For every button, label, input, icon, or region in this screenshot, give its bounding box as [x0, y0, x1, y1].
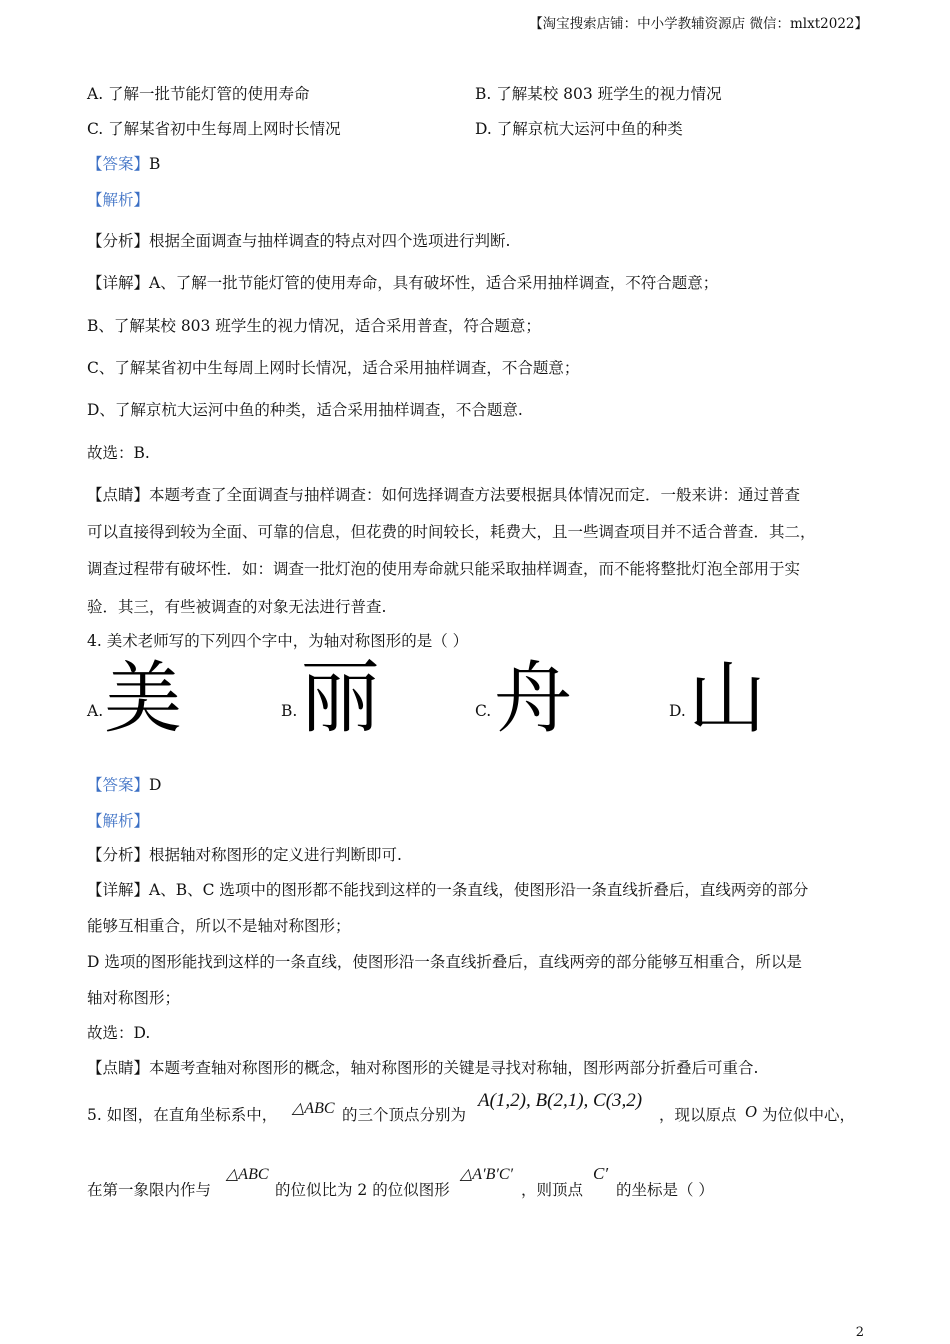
q5-text: 在第一象限内作与 — [87, 1181, 212, 1199]
q5-text: 的三个顶点分别为 — [342, 1106, 467, 1124]
q4-analysis-label: 【解析】 — [87, 812, 150, 830]
q5-text: 为位似中心， — [762, 1106, 856, 1124]
character-glyph: 美 — [104, 654, 183, 744]
q3-option-b: B. 了解某校 803 班学生的视力情况 — [475, 85, 722, 103]
q3-dianjing-3: 调查过程带有破坏性．如：调查一批灯泡的使用寿命就只能采取抽样调查，而不能将整批灯泡全部用于实 — [87, 560, 801, 578]
q5-coordinates: A(1,2), B(2,1), C(3,2) — [478, 1090, 643, 1111]
answer-value: D — [149, 776, 162, 794]
q4-dianjing: 【点睛】本题考查轴对称图形的概念，轴对称图形的关键是寻找对称轴，图形两部分折叠后可重合. — [87, 1059, 759, 1077]
q3-option-d: D. 了解京杭大运河中鱼的种类 — [475, 120, 683, 138]
option-letter: B. — [281, 702, 298, 720]
q5-triangle-prime: △A′B′C′ — [460, 1166, 514, 1183]
option-letter: D. — [669, 702, 686, 720]
q5-line-1 — [87, 1103, 277, 1125]
q4-answer — [87, 773, 161, 795]
q3-option-c: C. 了解某省初中生每周上网时长情况 — [87, 120, 341, 138]
q5-text: ，则顶点 — [521, 1181, 584, 1199]
q3-option-a: A. 了解一批节能灯管的使用寿命 — [87, 85, 310, 103]
q5-triangle: △ABC — [292, 1100, 335, 1117]
q5-origin: O — [745, 1102, 757, 1121]
q5-c-prime: C′ — [593, 1164, 609, 1183]
q5-text: 5. 如图，在直角坐标系中， — [87, 1106, 278, 1124]
character-glyph: 山 — [688, 654, 767, 744]
character-glyph: 舟 — [494, 654, 573, 744]
q4-xiangjie-1: 【详解】A、B、C 选项中的图形都不能找到这样的一条直线，使图形沿一条直线折叠后，直线两旁的部分 — [87, 881, 809, 899]
q3-answer — [87, 152, 160, 174]
q4-guxuan: 故选：D. — [87, 1024, 151, 1042]
q5-triangle: △ABC — [226, 1166, 269, 1183]
q5-text: ，现以原点 — [659, 1106, 737, 1124]
answer-label: 【答案】 — [87, 776, 150, 794]
page-number: 2 — [855, 1325, 864, 1340]
q3-xiangjie-4: D、了解京杭大运河中鱼的种类，适合采用抽样调查，不合题意. — [87, 401, 523, 419]
q3-xiangjie-2: B、了解某校 803 班学生的视力情况，适合采用普查，符合题意； — [87, 317, 541, 335]
q4-xiangjie-2: 能够互相重合，所以不是轴对称图形； — [87, 917, 351, 935]
q4-stem: 4. 美术老师写的下列四个字中，为轴对称图形的是（ ） — [87, 632, 469, 650]
option-letter: C. — [475, 702, 492, 720]
q3-dianjing-1: 【点睛】本题考查了全面调查与抽样调查：如何选择调查方法要根据具体情况而定．一般来讲：通过普查 — [87, 486, 801, 504]
q3-xiangjie-1: 【详解】A、了解一批节能灯管的使用寿命，具有破坏性，适合采用抽样调查，不符合题意； — [87, 274, 719, 292]
q3-guxuan: 故选：B. — [87, 444, 150, 462]
option-letter: A. — [87, 702, 104, 720]
q3-dianjing-4: 验．其三，有些被调查的对象无法进行普查. — [87, 598, 387, 616]
q3-xiangjie-3: C、了解某省初中生每周上网时长情况，适合采用抽样调查，不合题意； — [87, 359, 580, 377]
answer-label: 【答案】 — [87, 155, 150, 173]
character-glyph: 丽 — [300, 651, 380, 744]
q4-fenxi: 【分析】根据轴对称图形的定义进行判断即可. — [87, 846, 402, 864]
page-header: 【淘宝搜索店铺：中小学教辅资源店 微信：mlxt2022】 — [529, 16, 868, 32]
q4-xiangjie-3: D 选项的图形能找到这样的一条直线，使图形沿一条直线折叠后，直线两旁的部分能够互相重合，所以是 — [87, 953, 802, 971]
q3-fenxi: 【分析】根据全面调查与抽样调查的特点对四个选项进行判断. — [87, 232, 511, 250]
q3-analysis-label: 【解析】 — [87, 191, 150, 209]
q5-text: 的位似比为 2 的位似图形 — [275, 1181, 450, 1199]
q4-xiangjie-4: 轴对称图形； — [87, 989, 181, 1007]
answer-value: B — [149, 155, 161, 173]
q3-dianjing-2: 可以直接得到较为全面、可靠的信息，但花费的时间较长，耗费大，且一些调查项目并不适合普查．其二， — [87, 523, 816, 541]
q5-text: 的坐标是（ ） — [616, 1181, 714, 1199]
